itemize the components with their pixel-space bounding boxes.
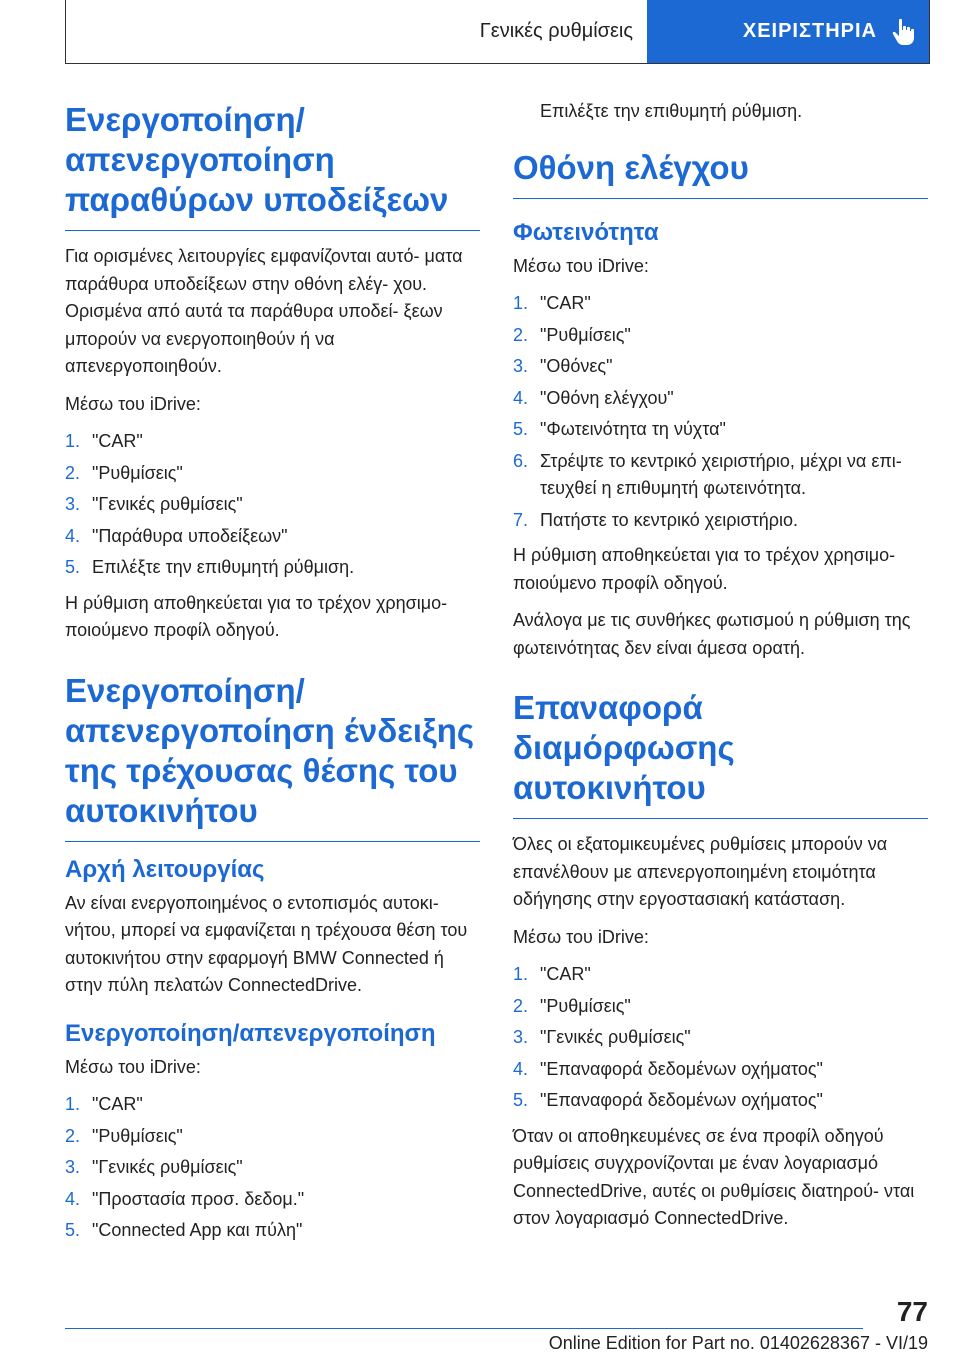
step-number: 3. (513, 356, 529, 376)
list-item (513, 416, 928, 444)
section-title: Γενικές ρυθμίσεις (479, 20, 633, 42)
list-item (513, 322, 928, 350)
step-number: 2. (513, 324, 529, 345)
step-number: 1. (513, 293, 529, 313)
page-number: 77 (896, 1296, 928, 1327)
heading-toggle: Ενεργοποίηση/απενεργοποίηση (65, 1019, 436, 1047)
info-windows-intro: Για ορισμένες λειτουργίες εμφανίζονται αυτό- ματα παράθυρα υποδείξεων στην οθόνη ελέγ- χου. Ορισμένα από αυτά τα παράθυρα υποδεί- ξεων μπορούν να ενεργοποιηθούν ή να απενεργοποιηθούν. (65, 246, 463, 376)
brightness-visibility-note: Ανάλογα με τις συνθήκες φωτισμού η ρύθμιση της φωτεινότητας δεν είναι άμεσα ορατή. (513, 610, 911, 658)
step-text: "CAR" (540, 964, 591, 984)
step-text: "Γενικές ρυθμίσεις" (92, 494, 243, 514)
heading-info-windows: Ενεργοποίηση/ απενεργοποίηση παραθύρων υποδείξεων (65, 100, 480, 231)
step-text: "Προστασία προσ. δεδομ." (92, 1188, 305, 1209)
page-header (65, 0, 930, 64)
step-number: 5. (513, 1090, 529, 1110)
step-number: 7. (513, 509, 529, 530)
info-windows-note: Η ρύθμιση αποθηκεύεται για το τρέχον χρησιμο- ποιούμενο προφίλ οδηγού. (65, 592, 448, 640)
via-idrive-label: Μέσω του iDrive: (513, 255, 649, 276)
step-number: 4. (513, 1058, 529, 1079)
list-item (65, 523, 480, 551)
list-item (65, 428, 480, 456)
list-item (65, 491, 480, 519)
edition-text: Online Edition for Part no. 01402628367 - VI/19 (548, 1333, 928, 1353)
step-number: 5. (65, 1220, 81, 1240)
step-text: "Παράθυρα υποδείξεων" (92, 525, 288, 546)
step-number: 4. (513, 387, 529, 408)
step-number: 5. (513, 419, 529, 439)
step-text: "Ρυθμίσεις" (540, 995, 631, 1016)
heading-reset-configuration: Επαναφορά διαμόρφωσης αυτοκινήτου (513, 688, 928, 819)
step-number: 4. (65, 525, 81, 546)
step-text: Πατήστε το κεντρικό χειριστήριο. (540, 509, 798, 530)
step-number: 3. (513, 1027, 529, 1047)
list-item (65, 1123, 480, 1151)
reset-note: Όταν οι αποθηκευμένες σε ένα προφίλ οδηγού ρυθμίσεις συγχρονίζονται με έναν λογαριασμό ConnectedDrive, αυτές οι ρυθμίσεις διατηρού- νται στον λογαριασμό ConnectedDrive. (513, 1125, 915, 1228)
list-item (65, 460, 480, 488)
footer-divider (65, 1328, 863, 1329)
step-text: "Επαναφορά δεδομένων οχήματος" (540, 1058, 823, 1079)
step-number: 3. (65, 494, 81, 514)
list-item (65, 1091, 480, 1119)
step-text: "Connected App και πύλη" (92, 1220, 303, 1240)
step-text: "Οθόνες" (540, 356, 613, 376)
step-text: "CAR" (92, 1094, 143, 1114)
step-text: "CAR" (92, 431, 143, 451)
list-item (513, 353, 928, 381)
list-item (513, 1087, 928, 1115)
list-item (65, 1186, 480, 1214)
heading-principle: Αρχή λειτουργίας (65, 855, 265, 883)
list-item (513, 385, 928, 413)
step-text: "Ρυθμίσεις" (92, 1125, 183, 1146)
list-item (513, 993, 928, 1021)
heading-vehicle-position: Ενεργοποίηση/ απενεργοποίηση ένδειξης της τρέχουσας θέσης του αυτοκινήτου (65, 671, 480, 842)
pointing-hand-icon (891, 18, 915, 46)
info-windows-steps (65, 428, 480, 582)
reset-intro: Όλες οι εξατομικευμένες ρυθμίσεις μπορούν να επανέλθουν με απενεργοποιημένη ετοιμότητα οδήγησης στην εργοστασιακή κατάσταση. (513, 834, 888, 909)
via-idrive-label: Μέσω του iDrive: (513, 926, 649, 947)
via-idrive-label: Μέσω του iDrive: (65, 393, 201, 414)
step-number: 5. (65, 557, 81, 577)
list-item (513, 290, 928, 318)
step-number: 4. (65, 1188, 81, 1209)
step-number: 2. (65, 462, 81, 483)
step-text: "Γενικές ρυθμίσεις" (92, 1157, 243, 1177)
right-column (513, 98, 928, 1243)
via-idrive-label: Μέσω του iDrive: (65, 1056, 201, 1077)
step-text: "CAR" (540, 293, 591, 313)
chapter-label: ΧΕΙΡΙΣΤΗΡΙΑ (742, 20, 877, 42)
step-text: "Επαναφορά δεδομένων οχήματος" (540, 1090, 823, 1110)
list-item (513, 1056, 928, 1084)
step-text: "Γενικές ρυθμίσεις" (540, 1027, 691, 1047)
principle-text: Αν είναι ενεργοποιημένος ο εντοπισμός αυτοκι- νήτου, μπορεί να εμφανίζεται η τρέχουσα θέση του αυτοκινήτου στην εφαρμογή BMW Connected ή στην πύλη πελατών ConnectedDrive. (65, 892, 468, 995)
step-text: "Οθόνη ελέγχου" (540, 387, 674, 408)
step-number: 1. (513, 964, 529, 984)
heading-brightness: Φωτεινότητα (513, 218, 659, 246)
list-item (65, 1217, 480, 1245)
chapter-tab[interactable] (647, 0, 929, 63)
step-text: "Φωτεινότητα τη νύχτα" (540, 419, 726, 439)
heading-control-display: Οθόνη ελέγχου (513, 148, 928, 199)
step-number: 3. (65, 1157, 81, 1177)
list-item (513, 448, 928, 503)
list-item (65, 1154, 480, 1182)
step-number: 1. (65, 1094, 81, 1114)
step-number: 2. (513, 995, 529, 1016)
step-number: 1. (65, 431, 81, 451)
step-text: Επιλέξτε την επιθυμητή ρύθμιση. (92, 557, 355, 577)
list-item (513, 961, 928, 989)
step-number: 2. (65, 1125, 81, 1146)
step-text: "Ρυθμίσεις" (540, 324, 631, 345)
list-item (513, 507, 928, 535)
position-steps (65, 1091, 480, 1245)
list-item (513, 1024, 928, 1052)
reset-steps (513, 961, 928, 1115)
continued-step-text: Επιλέξτε την επιθυμητή ρύθμιση. (540, 101, 803, 121)
step-text: "Ρυθμίσεις" (92, 462, 183, 483)
step-text: Στρέψτε το κεντρικό χειριστήριο, μέχρι να επι- τευχθεί η επιθυμητή φωτεινότητα. (540, 450, 902, 498)
step-number: 6. (513, 450, 529, 471)
list-item (65, 554, 480, 582)
brightness-steps (513, 290, 928, 534)
left-column (65, 100, 480, 1253)
brightness-note: Η ρύθμιση αποθηκεύεται για το τρέχον χρησιμο- ποιούμενο προφίλ οδηγού. (513, 545, 896, 593)
